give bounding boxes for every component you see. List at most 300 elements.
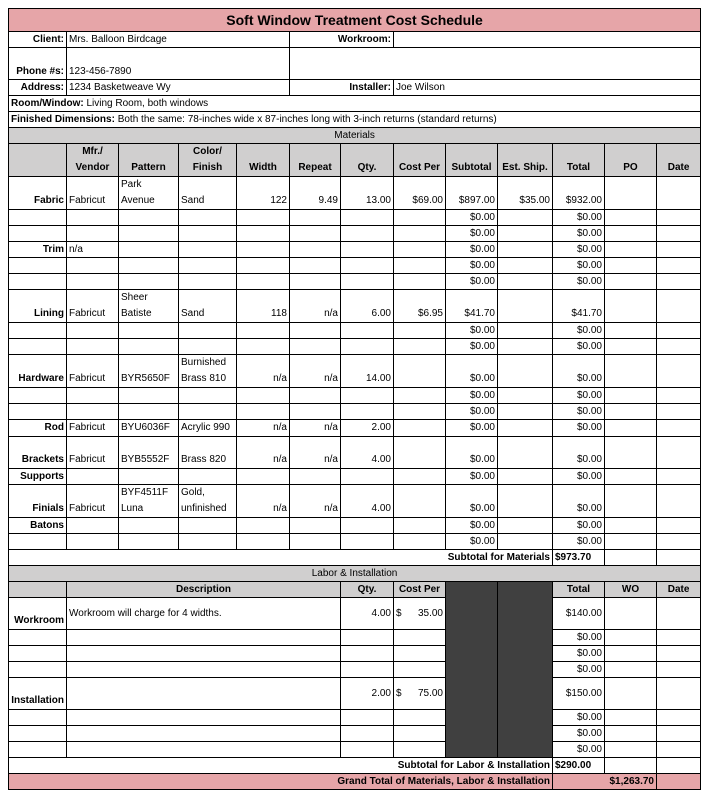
- pattern-cell[interactable]: [119, 534, 179, 550]
- blank-header: [9, 582, 67, 598]
- labor-qty-cell[interactable]: [341, 630, 394, 646]
- po-cell[interactable]: [605, 485, 657, 518]
- subtotal-cell[interactable]: $0.00: [446, 258, 498, 274]
- pattern-cell[interactable]: [119, 226, 179, 242]
- po-cell[interactable]: [605, 420, 657, 437]
- material-category: Fabric: [9, 177, 67, 210]
- po-cell[interactable]: [605, 242, 657, 258]
- materials-col-header: Est. Ship.: [498, 144, 553, 177]
- quantity-cell[interactable]: [341, 274, 394, 290]
- labor-qty-cell[interactable]: [341, 662, 394, 678]
- quantity-cell[interactable]: 4.00: [341, 437, 394, 469]
- pattern-cell[interactable]: [119, 404, 179, 420]
- color-finish-cell[interactable]: [179, 210, 237, 226]
- repeat-cell[interactable]: [290, 210, 341, 226]
- labor-description-cell[interactable]: [67, 630, 341, 646]
- est-ship-cell[interactable]: [498, 388, 553, 404]
- est-ship-cell[interactable]: [498, 258, 553, 274]
- pattern-cell[interactable]: BYF4511F Luna: [119, 485, 179, 518]
- vendor-cell[interactable]: [67, 518, 119, 534]
- quantity-cell[interactable]: 13.00: [341, 177, 394, 210]
- labor-date-cell[interactable]: [657, 678, 701, 710]
- pattern-cell[interactable]: [119, 258, 179, 274]
- labor-description-cell[interactable]: [67, 710, 341, 726]
- pattern-cell[interactable]: [119, 274, 179, 290]
- color-finish-cell[interactable]: [179, 469, 237, 485]
- labor-cost-per-cell[interactable]: [394, 662, 446, 678]
- shaded-block: [498, 582, 553, 758]
- labor-total-cell[interactable]: $150.00: [553, 678, 605, 710]
- subtotal-cell[interactable]: $0.00: [446, 534, 498, 550]
- vendor-cell[interactable]: [67, 534, 119, 550]
- po-cell[interactable]: [605, 274, 657, 290]
- vendor-cell[interactable]: [67, 339, 119, 355]
- est-ship-cell[interactable]: [498, 404, 553, 420]
- labor-cost-per-cell[interactable]: [394, 646, 446, 662]
- est-ship-cell[interactable]: [498, 226, 553, 242]
- address-value[interactable]: 1234 Basketweave Wy: [67, 80, 290, 96]
- labor-qty-cell[interactable]: 4.00: [341, 598, 394, 630]
- repeat-cell[interactable]: 9.49: [290, 177, 341, 210]
- quantity-cell[interactable]: [341, 518, 394, 534]
- quantity-cell[interactable]: [341, 242, 394, 258]
- date-cell[interactable]: [657, 274, 701, 290]
- labor-category: Workroom: [9, 598, 67, 630]
- labor-total-cell[interactable]: $0.00: [553, 646, 605, 662]
- labor-category: [9, 646, 67, 662]
- workroom-value[interactable]: [394, 32, 701, 48]
- vendor-cell[interactable]: [67, 469, 119, 485]
- labor-date-cell[interactable]: [657, 598, 701, 630]
- labor-description-cell[interactable]: Workroom will charge for 4 widths.: [67, 598, 341, 630]
- po-cell[interactable]: [605, 388, 657, 404]
- cost-per-cell[interactable]: [394, 485, 446, 518]
- color-finish-cell[interactable]: [179, 518, 237, 534]
- total-cell[interactable]: $0.00: [553, 226, 605, 242]
- width-cell[interactable]: n/a: [237, 437, 290, 469]
- total-cell[interactable]: $0.00: [553, 274, 605, 290]
- vendor-cell[interactable]: [67, 210, 119, 226]
- pattern-cell[interactable]: Park Avenue: [119, 177, 179, 210]
- labor-total-cell[interactable]: $140.00: [553, 598, 605, 630]
- width-cell[interactable]: [237, 226, 290, 242]
- repeat-cell[interactable]: [290, 323, 341, 339]
- labor-date-cell[interactable]: [657, 710, 701, 726]
- labor-total-cell[interactable]: $0.00: [553, 710, 605, 726]
- vendor-cell[interactable]: Fabricut: [67, 437, 119, 469]
- color-finish-cell[interactable]: Sand: [179, 177, 237, 210]
- est-ship-cell[interactable]: [498, 485, 553, 518]
- material-category: [9, 339, 67, 355]
- quantity-cell[interactable]: [341, 339, 394, 355]
- vendor-cell[interactable]: [67, 274, 119, 290]
- total-cell[interactable]: $0.00: [553, 388, 605, 404]
- labor-category: [9, 662, 67, 678]
- est-ship-cell[interactable]: [498, 518, 553, 534]
- blank-cell: [657, 758, 701, 774]
- labor-row: [9, 742, 701, 758]
- quantity-cell[interactable]: 2.00: [341, 420, 394, 437]
- est-ship-cell[interactable]: [498, 355, 553, 388]
- phone-label: Phone #s:: [9, 48, 67, 80]
- vendor-cell[interactable]: [67, 404, 119, 420]
- finished-dimensions-row[interactable]: [9, 112, 701, 128]
- width-cell[interactable]: [237, 469, 290, 485]
- cost-per-cell[interactable]: [394, 420, 446, 437]
- material-category: [9, 323, 67, 339]
- po-cell[interactable]: [605, 226, 657, 242]
- color-finish-cell[interactable]: [179, 339, 237, 355]
- repeat-cell[interactable]: [290, 518, 341, 534]
- vendor-cell[interactable]: [67, 258, 119, 274]
- subtotal-cell[interactable]: $0.00: [446, 420, 498, 437]
- cost-per-cell[interactable]: [394, 339, 446, 355]
- width-cell[interactable]: n/a: [237, 485, 290, 518]
- date-cell[interactable]: [657, 258, 701, 274]
- subtotal-cell[interactable]: $0.00: [446, 404, 498, 420]
- vendor-cell[interactable]: Fabricut: [67, 485, 119, 518]
- total-cell[interactable]: $0.00: [553, 469, 605, 485]
- date-cell[interactable]: [657, 177, 701, 210]
- total-cell[interactable]: $932.00: [553, 177, 605, 210]
- labor-total-col-header: Total: [553, 582, 605, 598]
- po-cell[interactable]: [605, 404, 657, 420]
- pattern-cell[interactable]: [119, 242, 179, 258]
- color-finish-cell[interactable]: [179, 323, 237, 339]
- material-row: [9, 323, 701, 339]
- wo-cell[interactable]: [605, 630, 657, 646]
- cost-per-cell[interactable]: [394, 226, 446, 242]
- date-cell[interactable]: [657, 355, 701, 388]
- quantity-cell[interactable]: [341, 469, 394, 485]
- total-cell[interactable]: $0.00: [553, 485, 605, 518]
- width-cell[interactable]: [237, 518, 290, 534]
- material-category: Finials: [9, 485, 67, 518]
- width-cell[interactable]: [237, 274, 290, 290]
- pattern-cell[interactable]: [119, 210, 179, 226]
- subtotal-cell[interactable]: $0.00: [446, 339, 498, 355]
- subtotal-cell[interactable]: $0.00: [446, 485, 498, 518]
- total-cell[interactable]: $0.00: [553, 437, 605, 469]
- cost-per-cell[interactable]: $6.95: [394, 290, 446, 323]
- est-ship-cell[interactable]: [498, 274, 553, 290]
- width-cell[interactable]: [237, 339, 290, 355]
- total-cell[interactable]: $0.00: [553, 323, 605, 339]
- labor-category: [9, 710, 67, 726]
- po-cell[interactable]: [605, 290, 657, 323]
- repeat-cell[interactable]: n/a: [290, 437, 341, 469]
- subtotal-cell[interactable]: $0.00: [446, 242, 498, 258]
- material-category: Batons: [9, 518, 67, 534]
- total-cell[interactable]: $0.00: [553, 258, 605, 274]
- subtotal-cell[interactable]: $0.00: [446, 323, 498, 339]
- width-cell[interactable]: 122: [237, 177, 290, 210]
- labor-qty-cell[interactable]: [341, 646, 394, 662]
- quantity-cell[interactable]: [341, 258, 394, 274]
- width-cell[interactable]: [237, 210, 290, 226]
- date-cell[interactable]: [657, 518, 701, 534]
- est-ship-cell[interactable]: [498, 339, 553, 355]
- cost-per-cell[interactable]: [394, 355, 446, 388]
- labor-date-cell[interactable]: [657, 662, 701, 678]
- cost-per-cell[interactable]: [394, 469, 446, 485]
- repeat-cell[interactable]: n/a: [290, 485, 341, 518]
- est-ship-cell[interactable]: [498, 534, 553, 550]
- labor-qty-cell[interactable]: [341, 742, 394, 758]
- po-cell[interactable]: [605, 518, 657, 534]
- vendor-cell[interactable]: [67, 323, 119, 339]
- labor-description-cell[interactable]: [67, 742, 341, 758]
- labor-date-cell[interactable]: [657, 646, 701, 662]
- pattern-cell[interactable]: [119, 388, 179, 404]
- date-cell[interactable]: [657, 242, 701, 258]
- date-cell[interactable]: [657, 323, 701, 339]
- color-finish-cell[interactable]: [179, 242, 237, 258]
- color-finish-cell[interactable]: [179, 534, 237, 550]
- cost-per-cell[interactable]: [394, 437, 446, 469]
- labor-qty-cell[interactable]: [341, 710, 394, 726]
- est-ship-cell[interactable]: $35.00: [498, 177, 553, 210]
- est-ship-cell[interactable]: [498, 210, 553, 226]
- po-cell[interactable]: [605, 339, 657, 355]
- repeat-cell[interactable]: n/a: [290, 420, 341, 437]
- labor-cost-per-cell[interactable]: [394, 598, 446, 630]
- color-finish-cell[interactable]: [179, 274, 237, 290]
- materials-col-header: Cost Per: [394, 144, 446, 177]
- vendor-cell[interactable]: Fabricut: [67, 177, 119, 210]
- cost-per-cell[interactable]: [394, 323, 446, 339]
- material-category: Hardware: [9, 355, 67, 388]
- date-cell[interactable]: [657, 437, 701, 469]
- total-cell[interactable]: $0.00: [553, 339, 605, 355]
- subtotal-cell[interactable]: $0.00: [446, 226, 498, 242]
- pattern-cell[interactable]: [119, 469, 179, 485]
- labor-date-cell[interactable]: [657, 726, 701, 742]
- color-finish-cell[interactable]: Sand: [179, 290, 237, 323]
- est-ship-cell[interactable]: [498, 242, 553, 258]
- cost-per-cell[interactable]: [394, 518, 446, 534]
- labor-cost-per-cell[interactable]: [394, 742, 446, 758]
- phone-value[interactable]: 123-456-7890: [67, 48, 290, 80]
- subtotal-cell[interactable]: $0.00: [446, 355, 498, 388]
- po-cell[interactable]: [605, 210, 657, 226]
- subtotal-cell[interactable]: $0.00: [446, 437, 498, 469]
- cost-per-cell[interactable]: [394, 404, 446, 420]
- color-finish-cell[interactable]: Burnished Brass 810: [179, 355, 237, 388]
- total-cell[interactable]: $0.00: [553, 534, 605, 550]
- color-finish-cell[interactable]: [179, 388, 237, 404]
- po-cell[interactable]: [605, 177, 657, 210]
- quantity-cell[interactable]: [341, 404, 394, 420]
- labor-qty-cell[interactable]: 2.00: [341, 678, 394, 710]
- est-ship-cell[interactable]: [498, 469, 553, 485]
- quantity-cell[interactable]: [341, 388, 394, 404]
- total-cell[interactable]: $0.00: [553, 420, 605, 437]
- subtotal-cell[interactable]: $0.00: [446, 210, 498, 226]
- repeat-cell[interactable]: [290, 534, 341, 550]
- quantity-cell[interactable]: 4.00: [341, 485, 394, 518]
- date-cell[interactable]: [657, 388, 701, 404]
- wo-cell[interactable]: [605, 710, 657, 726]
- labor-category: [9, 742, 67, 758]
- date-cell[interactable]: [657, 469, 701, 485]
- date-cell[interactable]: [657, 485, 701, 518]
- color-finish-cell[interactable]: Gold, unfinished: [179, 485, 237, 518]
- client-value[interactable]: Mrs. Balloon Birdcage: [67, 32, 290, 48]
- vendor-cell[interactable]: n/a: [67, 242, 119, 258]
- pattern-cell[interactable]: BYR5650F: [119, 355, 179, 388]
- vendor-cell[interactable]: Fabricut: [67, 420, 119, 437]
- repeat-cell[interactable]: n/a: [290, 355, 341, 388]
- width-cell[interactable]: [237, 388, 290, 404]
- subtotal-cell[interactable]: $41.70: [446, 290, 498, 323]
- vendor-cell[interactable]: Fabricut: [67, 290, 119, 323]
- width-cell[interactable]: 118: [237, 290, 290, 323]
- labor-total-cell[interactable]: $0.00: [553, 726, 605, 742]
- room-window-row[interactable]: [9, 96, 701, 112]
- subtotal-cell[interactable]: $0.00: [446, 388, 498, 404]
- subtotal-cell[interactable]: $0.00: [446, 518, 498, 534]
- vendor-cell[interactable]: [67, 388, 119, 404]
- repeat-cell[interactable]: [290, 339, 341, 355]
- wo-cell[interactable]: [605, 646, 657, 662]
- date-cell[interactable]: [657, 210, 701, 226]
- repeat-cell[interactable]: n/a: [290, 290, 341, 323]
- subtotal-cell[interactable]: $0.00: [446, 274, 498, 290]
- repeat-cell[interactable]: [290, 226, 341, 242]
- cost-per-cell[interactable]: $69.00: [394, 177, 446, 210]
- pattern-cell[interactable]: [119, 323, 179, 339]
- wo-cell[interactable]: [605, 662, 657, 678]
- width-cell[interactable]: [237, 534, 290, 550]
- date-cell[interactable]: [657, 404, 701, 420]
- total-cell[interactable]: $41.70: [553, 290, 605, 323]
- labor-row: [9, 598, 701, 630]
- cost-value: 35.00: [417, 607, 443, 619]
- color-finish-cell[interactable]: [179, 226, 237, 242]
- po-cell[interactable]: [605, 355, 657, 388]
- po-cell[interactable]: [605, 534, 657, 550]
- cost-per-cell[interactable]: [394, 274, 446, 290]
- date-cell[interactable]: [657, 226, 701, 242]
- po-cell[interactable]: [605, 323, 657, 339]
- labor-date-cell[interactable]: [657, 630, 701, 646]
- quantity-cell[interactable]: 14.00: [341, 355, 394, 388]
- width-cell[interactable]: [237, 242, 290, 258]
- total-cell[interactable]: $0.00: [553, 355, 605, 388]
- width-cell[interactable]: [237, 404, 290, 420]
- labor-date-cell[interactable]: [657, 742, 701, 758]
- vendor-cell[interactable]: Fabricut: [67, 355, 119, 388]
- pattern-cell[interactable]: [119, 339, 179, 355]
- wo-cell[interactable]: [605, 598, 657, 630]
- total-cell[interactable]: $0.00: [553, 404, 605, 420]
- installer-value[interactable]: Joe Wilson: [394, 80, 701, 96]
- labor-total-cell[interactable]: $0.00: [553, 742, 605, 758]
- quantity-cell[interactable]: [341, 226, 394, 242]
- pattern-cell[interactable]: [119, 518, 179, 534]
- labor-description-cell[interactable]: [67, 678, 341, 710]
- quantity-cell[interactable]: [341, 323, 394, 339]
- date-cell[interactable]: [657, 534, 701, 550]
- labor-total-cell[interactable]: $0.00: [553, 630, 605, 646]
- wo-cell[interactable]: [605, 678, 657, 710]
- labor-header-row: [9, 582, 701, 598]
- est-ship-cell[interactable]: [498, 437, 553, 469]
- labor-cost-per-cell[interactable]: [394, 726, 446, 742]
- po-cell[interactable]: [605, 469, 657, 485]
- labor-description-cell[interactable]: [67, 646, 341, 662]
- cost-per-cell[interactable]: [394, 534, 446, 550]
- materials-subtotal-value: $973.70: [553, 550, 605, 566]
- est-ship-cell[interactable]: [498, 290, 553, 323]
- cost-per-cell[interactable]: [394, 242, 446, 258]
- labor-cost-per-cell[interactable]: [394, 630, 446, 646]
- repeat-cell[interactable]: [290, 469, 341, 485]
- color-finish-cell[interactable]: Brass 820: [179, 437, 237, 469]
- color-finish-cell[interactable]: [179, 404, 237, 420]
- pattern-cell[interactable]: BYB5552F: [119, 437, 179, 469]
- po-cell[interactable]: [605, 258, 657, 274]
- vendor-cell[interactable]: [67, 226, 119, 242]
- cost-per-cell[interactable]: [394, 210, 446, 226]
- total-cell[interactable]: $0.00: [553, 242, 605, 258]
- blank-cell: [657, 550, 701, 566]
- materials-col-header: Mfr./ Vendor: [67, 144, 119, 177]
- pattern-cell[interactable]: BYU6036F: [119, 420, 179, 437]
- wo-cell[interactable]: [605, 742, 657, 758]
- materials-col-header: Qty.: [341, 144, 394, 177]
- wo-cell[interactable]: [605, 726, 657, 742]
- pattern-cell[interactable]: Sheer Batiste: [119, 290, 179, 323]
- date-cell[interactable]: [657, 339, 701, 355]
- labor-cost-per-cell[interactable]: [394, 678, 446, 710]
- est-ship-cell[interactable]: [498, 420, 553, 437]
- quantity-cell[interactable]: [341, 534, 394, 550]
- width-cell[interactable]: [237, 258, 290, 274]
- quantity-cell[interactable]: 6.00: [341, 290, 394, 323]
- date-cell[interactable]: [657, 420, 701, 437]
- po-cell[interactable]: [605, 437, 657, 469]
- subtotal-cell[interactable]: $897.00: [446, 177, 498, 210]
- total-cell[interactable]: $0.00: [553, 518, 605, 534]
- cost-per-cell[interactable]: [394, 258, 446, 274]
- repeat-cell[interactable]: [290, 242, 341, 258]
- cost-per-cell[interactable]: [394, 388, 446, 404]
- color-finish-cell[interactable]: Acrylic 990: [179, 420, 237, 437]
- labor-total-cell[interactable]: $0.00: [553, 662, 605, 678]
- labor-description-cell[interactable]: [67, 726, 341, 742]
- labor-qty-cell[interactable]: [341, 726, 394, 742]
- width-cell[interactable]: n/a: [237, 355, 290, 388]
- color-finish-cell[interactable]: [179, 258, 237, 274]
- width-cell[interactable]: n/a: [237, 420, 290, 437]
- est-ship-cell[interactable]: [498, 323, 553, 339]
- total-cell[interactable]: $0.00: [553, 210, 605, 226]
- date-cell[interactable]: [657, 290, 701, 323]
- labor-description-cell[interactable]: [67, 662, 341, 678]
- quantity-cell[interactable]: [341, 210, 394, 226]
- repeat-cell[interactable]: [290, 258, 341, 274]
- width-cell[interactable]: [237, 323, 290, 339]
- description-col-header: Description: [67, 582, 341, 598]
- blank-cell: [290, 48, 701, 80]
- labor-cost-per-cell[interactable]: [394, 710, 446, 726]
- repeat-cell[interactable]: [290, 388, 341, 404]
- subtotal-cell[interactable]: $0.00: [446, 469, 498, 485]
- repeat-cell[interactable]: [290, 404, 341, 420]
- repeat-cell[interactable]: [290, 274, 341, 290]
